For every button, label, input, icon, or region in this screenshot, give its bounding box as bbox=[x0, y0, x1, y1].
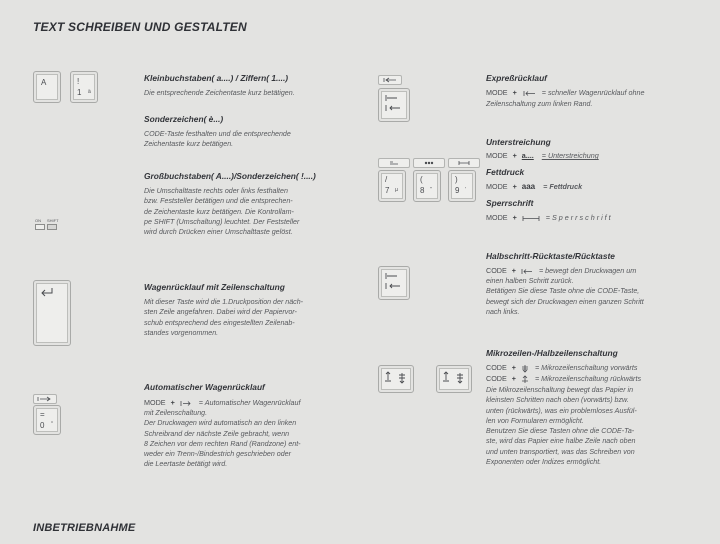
micro-line-key-1 bbox=[378, 365, 414, 393]
r6-plus2: + bbox=[511, 374, 516, 383]
r5-body: einen halben Schritt zurück. Betätigen Sie diese Taste ohne die CODE-Taste, bewegt sich der Druckwagen einen ganzen Schritt nach links. bbox=[486, 277, 644, 316]
s5-plus: + bbox=[170, 398, 175, 407]
express-return-icon bbox=[522, 90, 536, 97]
paren-7-bottom: 7 bbox=[385, 186, 390, 195]
s1-body: Die entsprechende Zeichentaste kurz betätigen. bbox=[144, 89, 295, 97]
micro-line-icon bbox=[441, 370, 467, 386]
r4-plus: + bbox=[512, 213, 517, 222]
r3-result: = Fettdruck bbox=[543, 182, 583, 191]
s2-title: Sonderzeichen( è...) bbox=[144, 114, 224, 124]
half-backspace-icon bbox=[384, 271, 402, 293]
r2-mode-line bbox=[486, 151, 599, 160]
paren-9-bottom: 9 bbox=[455, 186, 460, 195]
r5-mode-line bbox=[486, 266, 636, 275]
s2-body: CODE-Taste festhalten und die entsprechende Zeichentaste kurz betätigen. bbox=[144, 130, 291, 149]
paren-7-key bbox=[378, 170, 406, 202]
s4-body: Mit dieser Taste wird die 1.Druckposition der näch- sten Zeile angefahren. Dabei wird der Papiervor- schub entsprechend des eingestellten Zeilenab- standes vorgenommen. bbox=[144, 298, 304, 337]
micro-line-icon bbox=[383, 370, 409, 386]
digit-1-key bbox=[70, 71, 98, 103]
r4-mode-line bbox=[486, 213, 611, 222]
s5-title: Automatischer Wagenrücklauf bbox=[144, 382, 265, 392]
digit-1-bottom: 1 bbox=[77, 88, 82, 97]
r1-body: Zeilenschaltung zum linken Rand. bbox=[486, 100, 593, 108]
r3-plus: + bbox=[512, 182, 517, 191]
r2-plus: + bbox=[512, 151, 517, 160]
tab-arrow-icon bbox=[37, 396, 53, 402]
s5-mode: MODE bbox=[144, 398, 166, 407]
r5-plus: + bbox=[511, 266, 516, 275]
r4-mode: MODE bbox=[486, 213, 508, 222]
half-backspace-key bbox=[378, 266, 410, 300]
r4-title: Sperrschrift bbox=[486, 198, 534, 208]
r6-line1: = Mikrozeilenschaltung vorwärts bbox=[534, 363, 638, 372]
r2-sym: a.... bbox=[521, 151, 534, 160]
r3-mode-line bbox=[486, 182, 582, 191]
r5-title: Halbschritt-Rücktaste/Rücktaste bbox=[486, 251, 615, 261]
r6-body: Die Mikrozeilenschaltung bewegt das Papier in kleinsten Schritten nach oben (vorwärts) bzw. unten (rückwärts), was ein problemloses Ausfül- len von Formularen ermöglicht. Benutzen Sie diese Tasten ohne die CODE-Ta- ste, wird das Papier eine halbe Zeile nach oben und unten transportiert, was das Schreiben von Exponenten oder Indizes ermöglicht. bbox=[486, 386, 637, 467]
r1-line1: = schneller Wagenrücklauf ohne bbox=[541, 88, 645, 97]
r3-mode: MODE bbox=[486, 182, 508, 191]
shift-lamp-icon bbox=[47, 224, 57, 230]
s3-body: Die Umschalttaste rechts oder links festhalten bzw. Feststeller betätigen und die entsprechen- de Zeichentaste kurz betätigen. Die Kontrollam- pe SHIFT (Umschaltung) leuchtet. Der Feststeller wird durch Drücken einer Umschalttaste gelöst. bbox=[144, 187, 300, 237]
r5-line1: = bewegt den Druckwagen um bbox=[538, 266, 637, 275]
paren-9-small: ' bbox=[465, 187, 466, 193]
a-key-label: A bbox=[41, 78, 47, 87]
express-return-icon bbox=[382, 77, 398, 83]
paren-8-key bbox=[413, 170, 441, 202]
paren-8-small: " bbox=[430, 187, 432, 193]
return-arrow-icon bbox=[40, 287, 54, 297]
r2-mode: MODE bbox=[486, 151, 508, 160]
shift-label: SHIFT bbox=[47, 218, 59, 223]
zero-top: = bbox=[40, 410, 45, 419]
a-key bbox=[33, 71, 61, 103]
zero-bottom: 0 bbox=[40, 421, 45, 430]
spaced-icon bbox=[522, 215, 540, 222]
backspace-icon bbox=[384, 93, 402, 115]
r2-title: Unterstreichung bbox=[486, 137, 551, 147]
return-key bbox=[33, 280, 71, 346]
express-minikey bbox=[378, 75, 402, 85]
half-backspace-icon bbox=[521, 268, 533, 275]
shift-indicator bbox=[33, 218, 75, 230]
r3-title: Fettdruck bbox=[486, 167, 525, 177]
r1-plus: + bbox=[512, 88, 517, 97]
spaced-icon bbox=[457, 160, 471, 166]
r6-title: Mikrozeilen-/Halbzeilenschaltung bbox=[486, 348, 618, 358]
paren-8-top: ( bbox=[420, 175, 423, 184]
on-lamp-icon bbox=[35, 224, 45, 230]
page-title: TEXT SCHREIBEN UND GESTALTEN bbox=[33, 20, 247, 34]
paren-7-small: µ bbox=[395, 187, 398, 193]
bold-minikey bbox=[413, 158, 445, 168]
micro-line-key-2 bbox=[436, 365, 472, 393]
zero-small: ° bbox=[51, 421, 53, 427]
r6-code2: CODE bbox=[486, 374, 507, 383]
tab-minikey bbox=[33, 394, 57, 404]
r6-code1: CODE bbox=[486, 363, 507, 372]
zero-key bbox=[33, 405, 61, 435]
r5-code: CODE bbox=[486, 266, 507, 275]
paren-9-top: ) bbox=[455, 175, 458, 184]
s5-body: mit Zeilenschaltung. Der Druckwagen wird automatisch an den linken Schreibrand der nächste Zeile gebracht, wenn 8 Zeichen vor dem rechten Rand (Randzone) ent- weder ein Trenn-/Bindestrich geschrieben oder die Leertaste betätigt wird. bbox=[144, 409, 301, 469]
r1-title: Expreßrücklauf bbox=[486, 73, 547, 83]
s5-line1: = Automatischer Wagenrücklauf bbox=[198, 398, 301, 407]
underline-minikey bbox=[378, 158, 410, 168]
paren-8-bottom: 8 bbox=[420, 186, 425, 195]
paren-7-top: / bbox=[385, 175, 388, 184]
s1-title: Kleinbuchstaben( a....) / Ziffern( 1....) bbox=[144, 73, 289, 83]
digit-1-top: ! bbox=[77, 77, 80, 86]
r6-line2-row bbox=[486, 374, 641, 384]
s3-title: Großbuchstaben( A....)/Sonderzeichen( !....) bbox=[144, 171, 316, 181]
backspace-key bbox=[378, 88, 410, 122]
r2-result: = Unterstreichung bbox=[541, 151, 599, 160]
spaced-minikey bbox=[448, 158, 480, 168]
r4-result: = S p e r r s c h r i f t bbox=[545, 213, 611, 222]
r1-mode-line bbox=[486, 88, 645, 97]
micro-forward-icon bbox=[521, 364, 529, 373]
footer-title: INBETRIEBNAHME bbox=[33, 522, 136, 534]
r1-mode: MODE bbox=[486, 88, 508, 97]
r6-line1-row bbox=[486, 363, 637, 373]
r6-line2: = Mikrozeilenschaltung rückwärts bbox=[534, 374, 642, 383]
r3-sym: aaa bbox=[521, 182, 536, 191]
r6-plus1: + bbox=[511, 363, 516, 372]
underline-icon bbox=[387, 160, 401, 166]
tab-arrow-icon bbox=[180, 400, 192, 407]
paren-9-key bbox=[448, 170, 476, 202]
bold-icon bbox=[422, 160, 436, 166]
digit-1-small: ä bbox=[88, 89, 91, 95]
s5-mode-line bbox=[144, 398, 300, 407]
s4-title: Wagenrücklauf mit Zeilenschaltung bbox=[144, 282, 285, 292]
micro-backward-icon bbox=[521, 375, 529, 384]
on-label: ON bbox=[35, 218, 41, 223]
